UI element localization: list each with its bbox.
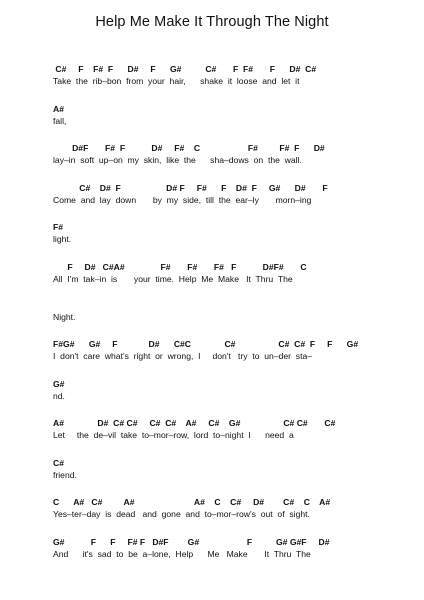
lyric-line: light. <box>53 234 72 244</box>
stanza-6 <box>53 262 413 285</box>
stanza-13 <box>53 537 413 560</box>
stanza-9 <box>53 379 413 402</box>
lyric-line: Let the de–vil take to–mor–row, lord to–night I need a <box>53 430 294 440</box>
lyric-line: All I'm tak–in is your time. Help Me Make It Thru The <box>53 273 293 284</box>
lyric-line: fall, <box>53 115 67 126</box>
song-body <box>53 64 413 576</box>
stanza-10 <box>53 418 413 441</box>
chord-line: C# D# F D# F F# F D# F G# D# F <box>53 182 328 193</box>
lyric-line: And it's sad to be a–lone, Help Me Make It Thru The <box>53 548 311 559</box>
chord-line: F D# C#A# F# F# F# F D#F# C <box>53 261 307 272</box>
stanza-2 <box>53 104 413 127</box>
stanza-11 <box>53 458 413 481</box>
chord-line: C A# C# A# A# C C# D# C# C A# <box>53 497 331 507</box>
lyric-line: friend. <box>53 469 77 480</box>
stanza-12 <box>53 497 413 520</box>
stanza-3 <box>53 143 413 166</box>
lyric-line: nd. <box>53 390 65 401</box>
chord-line: F# <box>53 222 64 232</box>
stanza-7 <box>53 311 413 323</box>
chord-line: G# <box>53 378 65 389</box>
song-title: Help Me Make It Through The Night <box>95 14 329 30</box>
lyric-line: Yes–ter–day is dead and gone and to–mor–row's out of sight. <box>53 509 310 519</box>
lyric-line: I don't care what's right or wrong, I don't try to un–der sta– <box>53 351 313 361</box>
lyric-line: Take the rib–bon from your hair, shake it loose and let it <box>53 76 300 86</box>
stanza-5 <box>53 222 413 245</box>
chord-line: G# F F F# F D#F G# F G# G#F D# <box>53 536 330 547</box>
chord-line: F#G# G# F D# C#C C# C# C# F F G# <box>53 339 359 349</box>
lyric-line: Night. <box>53 311 76 322</box>
chord-line: A# <box>53 103 64 114</box>
chord-line: D#F F# F D# F# C F# F# F D# <box>53 143 325 153</box>
stanza-4 <box>53 183 413 206</box>
stanza-8 <box>53 339 413 362</box>
chord-line: C# F F# F D# F G# C# F F# F D# C# <box>53 64 317 74</box>
lyric-line: lay–in soft up–on my skin, like the sha–dows on the wall. <box>53 155 302 165</box>
chord-line: A# D# C# C# C# C# A# C# G# C# C# C# <box>53 418 336 428</box>
lyric-line: Come and lay down by my side, till the ear–ly morn–ing <box>53 194 312 205</box>
stanza-1 <box>53 64 413 87</box>
chord-line: C# <box>53 457 64 468</box>
